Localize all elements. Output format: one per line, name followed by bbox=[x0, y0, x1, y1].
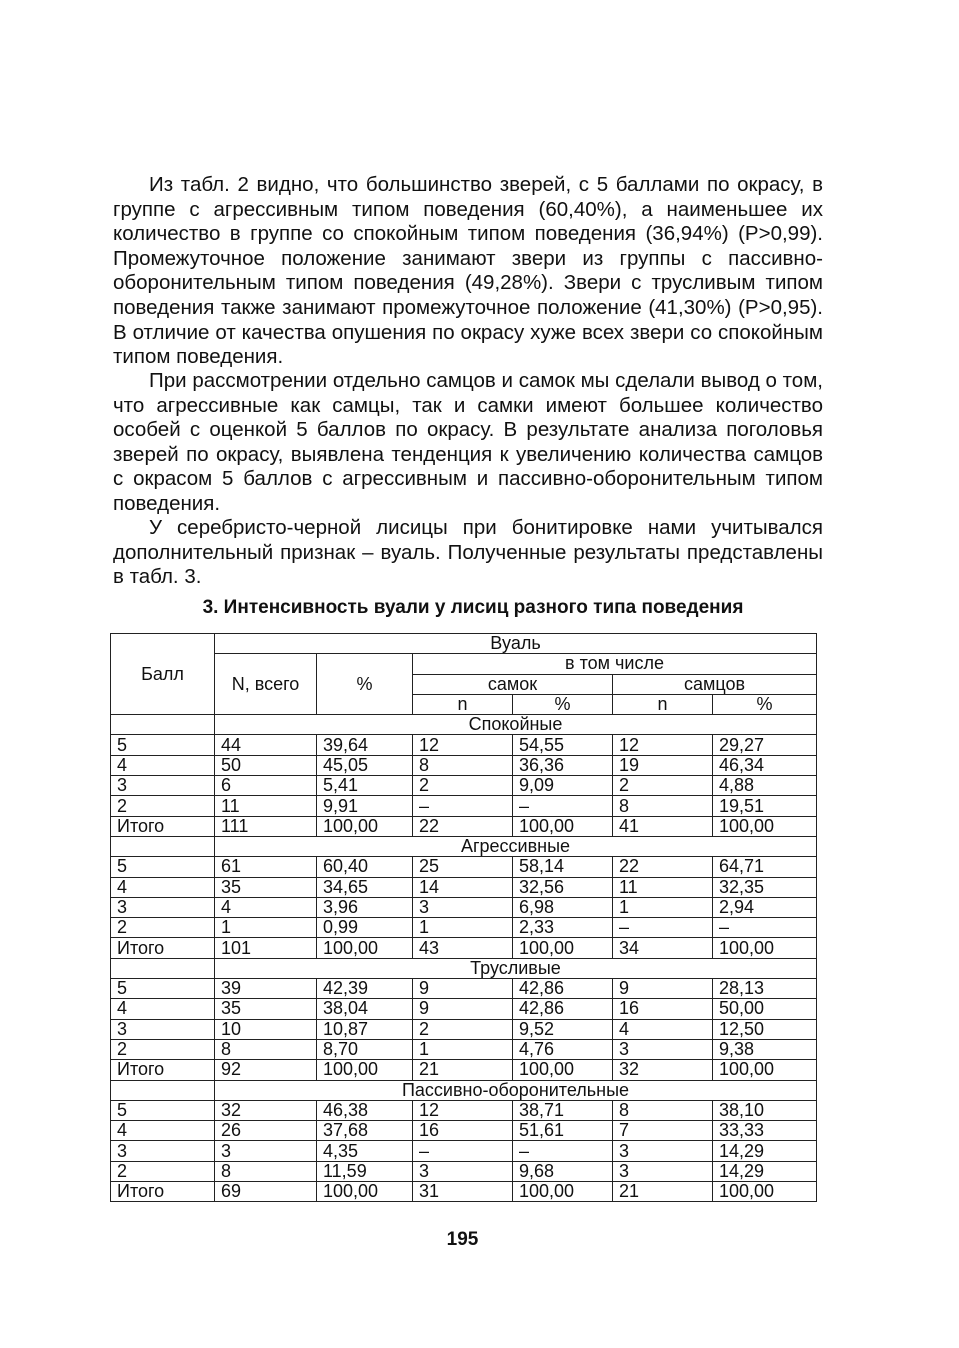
cell-males-pct: 33,33 bbox=[713, 1121, 817, 1141]
cell-females-n: 21 bbox=[413, 1060, 513, 1080]
cell-females-n: 12 bbox=[413, 735, 513, 755]
cell-males-pct: 50,00 bbox=[713, 999, 817, 1019]
cell-males-n: 22 bbox=[613, 857, 713, 877]
cell-females-n: 2 bbox=[413, 1019, 513, 1039]
cell-males-pct: 100,00 bbox=[713, 1060, 817, 1080]
group-header-blank-cell bbox=[111, 836, 215, 856]
cell-ball: 3 bbox=[111, 776, 215, 796]
table-row bbox=[111, 938, 817, 958]
cell-males-pct: 2,94 bbox=[713, 897, 817, 917]
cell-n-total: 6 bbox=[215, 776, 317, 796]
cell-males-pct: 14,29 bbox=[713, 1161, 817, 1181]
cell-males-pct: 100,00 bbox=[713, 816, 817, 836]
cell-n-total: 111 bbox=[215, 816, 317, 836]
cell-ball: Итого bbox=[111, 1060, 215, 1080]
cell-females-pct: 9,52 bbox=[513, 1019, 613, 1039]
table-title: 3. Интенсивность вуали у лисиц разного типа поведения bbox=[202, 597, 744, 618]
veil-intensity-table bbox=[110, 633, 817, 1202]
cell-females-pct: 6,98 bbox=[513, 897, 613, 917]
table-row bbox=[111, 1161, 817, 1181]
cell-ball: 5 bbox=[111, 979, 215, 999]
group-header-row bbox=[111, 958, 817, 978]
cell-females-pct: – bbox=[513, 796, 613, 816]
cell-ball: 5 bbox=[111, 735, 215, 755]
cell-percent: 38,04 bbox=[317, 999, 413, 1019]
cell-males-n: 11 bbox=[613, 877, 713, 897]
header-ball: Балл bbox=[111, 634, 215, 715]
cell-n-total: 8 bbox=[215, 1039, 317, 1059]
cell-females-pct: 2,33 bbox=[513, 918, 613, 938]
cell-n-total: 3 bbox=[215, 1141, 317, 1161]
cell-males-n: 19 bbox=[613, 755, 713, 775]
paragraph-1-text: Из табл. 2 видно, что большинство зверей, с 5 баллами по окрасу, в группе с агрессивным типом поведения (60,40%), а наименьшее их количество в группе со спокойным типом поведения (36,94%) (P>0,99). Промежуточное положение занимают звери из группы с пассивно-оборонительным типом поведения (49,28%). Звери с трусливым типом поведения также занимают промежуточное положение (41,30%) (P>0,95). В отличие от качества опушения по окрасу хуже всех звери со спокойным типом поведения. bbox=[113, 173, 823, 369]
cell-percent: 42,39 bbox=[317, 979, 413, 999]
cell-n-total: 69 bbox=[215, 1182, 317, 1202]
table-container bbox=[110, 633, 817, 1202]
group-header-row bbox=[111, 836, 817, 856]
cell-males-pct: 28,13 bbox=[713, 979, 817, 999]
cell-males-pct: 32,35 bbox=[713, 877, 817, 897]
table-row bbox=[111, 1060, 817, 1080]
cell-females-pct: 54,55 bbox=[513, 735, 613, 755]
cell-percent: 100,00 bbox=[317, 1060, 413, 1080]
cell-females-pct: 32,56 bbox=[513, 877, 613, 897]
cell-males-n: 3 bbox=[613, 1039, 713, 1059]
header-males: самцов bbox=[613, 674, 817, 694]
table-row bbox=[111, 857, 817, 877]
table-row bbox=[111, 1141, 817, 1161]
cell-percent: 45,05 bbox=[317, 755, 413, 775]
header-vual: Вуаль bbox=[215, 634, 817, 654]
table-row bbox=[111, 1019, 817, 1039]
paragraph-1 bbox=[113, 173, 823, 370]
cell-females-n: 3 bbox=[413, 1161, 513, 1181]
cell-females-n: 25 bbox=[413, 857, 513, 877]
cell-males-n: 1 bbox=[613, 897, 713, 917]
table-row bbox=[111, 1100, 817, 1120]
cell-ball: Итого bbox=[111, 938, 215, 958]
cell-n-total: 101 bbox=[215, 938, 317, 958]
cell-percent: 4,35 bbox=[317, 1141, 413, 1161]
table-row bbox=[111, 1182, 817, 1202]
cell-females-pct: 42,86 bbox=[513, 979, 613, 999]
cell-females-pct: 38,71 bbox=[513, 1100, 613, 1120]
group-header-blank-cell bbox=[111, 958, 215, 978]
cell-ball: 5 bbox=[111, 857, 215, 877]
table-row bbox=[111, 979, 817, 999]
cell-males-n: 7 bbox=[613, 1121, 713, 1141]
cell-females-pct: 58,14 bbox=[513, 857, 613, 877]
cell-males-pct: 19,51 bbox=[713, 796, 817, 816]
paragraph-3-text: У серебристо-черной лисицы при бонитировке нами учитывался дополнительный признак – вуаль. Полученные результаты представлены в табл. 3. bbox=[113, 516, 823, 589]
cell-males-n: 4 bbox=[613, 1019, 713, 1039]
cell-females-n: 1 bbox=[413, 918, 513, 938]
cell-females-pct: 100,00 bbox=[513, 816, 613, 836]
cell-ball: 4 bbox=[111, 1121, 215, 1141]
cell-ball: 2 bbox=[111, 918, 215, 938]
cell-n-total: 61 bbox=[215, 857, 317, 877]
cell-males-n: 8 bbox=[613, 796, 713, 816]
table-row bbox=[111, 755, 817, 775]
table-row bbox=[111, 897, 817, 917]
cell-percent: 60,40 bbox=[317, 857, 413, 877]
cell-n-total: 26 bbox=[215, 1121, 317, 1141]
header-n-total: N, всего bbox=[215, 654, 317, 715]
cell-n-total: 1 bbox=[215, 918, 317, 938]
cell-percent: 39,64 bbox=[317, 735, 413, 755]
cell-males-n: 8 bbox=[613, 1100, 713, 1120]
cell-females-n: – bbox=[413, 796, 513, 816]
cell-n-total: 39 bbox=[215, 979, 317, 999]
cell-n-total: 32 bbox=[215, 1100, 317, 1120]
cell-females-pct: 100,00 bbox=[513, 1182, 613, 1202]
group-header-blank-cell bbox=[111, 715, 215, 735]
cell-females-n: – bbox=[413, 1141, 513, 1161]
cell-males-pct: 9,38 bbox=[713, 1039, 817, 1059]
cell-percent: 0,99 bbox=[317, 918, 413, 938]
table-row bbox=[111, 796, 817, 816]
table-body bbox=[111, 715, 817, 1202]
cell-ball: 5 bbox=[111, 1100, 215, 1120]
table-row bbox=[111, 1039, 817, 1059]
cell-ball: 3 bbox=[111, 1019, 215, 1039]
cell-percent: 8,70 bbox=[317, 1039, 413, 1059]
cell-males-n: 34 bbox=[613, 938, 713, 958]
cell-females-pct: – bbox=[513, 1141, 613, 1161]
paragraph-2-text: При рассмотрении отдельно самцов и самок мы сделали вывод о том, что агрессивные как самцы, так и самки имеют большее количество особей с оценкой 5 баллов по окрасу. В результате анализа поголовья зверей по окрасу, выявлена тенденция к увеличению количества самцов с окрасом 5 баллов с агрессивным и пассивно-оборонительным типом поведения. bbox=[113, 369, 823, 515]
table-row bbox=[111, 1121, 817, 1141]
cell-females-n: 9 bbox=[413, 999, 513, 1019]
cell-ball: 4 bbox=[111, 755, 215, 775]
cell-percent: 34,65 bbox=[317, 877, 413, 897]
cell-males-n: 21 bbox=[613, 1182, 713, 1202]
cell-males-pct: 29,27 bbox=[713, 735, 817, 755]
cell-males-n: 3 bbox=[613, 1141, 713, 1161]
cell-n-total: 10 bbox=[215, 1019, 317, 1039]
table-row bbox=[111, 816, 817, 836]
cell-percent: 46,38 bbox=[317, 1100, 413, 1120]
cell-ball: 2 bbox=[111, 1161, 215, 1181]
cell-females-pct: 51,61 bbox=[513, 1121, 613, 1141]
cell-males-n: 32 bbox=[613, 1060, 713, 1080]
cell-males-pct: – bbox=[713, 918, 817, 938]
group-name: Агрессивные bbox=[215, 836, 817, 856]
cell-percent: 100,00 bbox=[317, 1182, 413, 1202]
cell-females-n: 14 bbox=[413, 877, 513, 897]
cell-males-pct: 64,71 bbox=[713, 857, 817, 877]
cell-females-n: 8 bbox=[413, 755, 513, 775]
cell-females-n: 12 bbox=[413, 1100, 513, 1120]
cell-females-pct: 42,86 bbox=[513, 999, 613, 1019]
cell-ball: 2 bbox=[111, 1039, 215, 1059]
cell-males-pct: 4,88 bbox=[713, 776, 817, 796]
cell-males-pct: 12,50 bbox=[713, 1019, 817, 1039]
cell-percent: 5,41 bbox=[317, 776, 413, 796]
cell-n-total: 8 bbox=[215, 1161, 317, 1181]
cell-females-n: 2 bbox=[413, 776, 513, 796]
group-name: Пассивно-оборонительные bbox=[215, 1080, 817, 1100]
group-name: Трусливые bbox=[215, 958, 817, 978]
cell-males-pct: 14,29 bbox=[713, 1141, 817, 1161]
cell-ball: Итого bbox=[111, 816, 215, 836]
cell-n-total: 11 bbox=[215, 796, 317, 816]
cell-percent: 10,87 bbox=[317, 1019, 413, 1039]
group-name: Спокойные bbox=[215, 715, 817, 735]
paragraph-3 bbox=[113, 516, 823, 590]
cell-females-n: 22 bbox=[413, 816, 513, 836]
cell-percent: 3,96 bbox=[317, 897, 413, 917]
table-row bbox=[111, 776, 817, 796]
header-males-pct: % bbox=[713, 694, 817, 714]
cell-ball: 3 bbox=[111, 1141, 215, 1161]
cell-males-pct: 100,00 bbox=[713, 938, 817, 958]
cell-males-n: 2 bbox=[613, 776, 713, 796]
group-header-row bbox=[111, 715, 817, 735]
cell-ball: 4 bbox=[111, 877, 215, 897]
cell-males-pct: 46,34 bbox=[713, 755, 817, 775]
header-including: в том числе bbox=[413, 654, 817, 674]
page-number: 195 bbox=[446, 1229, 479, 1250]
cell-ball: 4 bbox=[111, 999, 215, 1019]
cell-n-total: 4 bbox=[215, 897, 317, 917]
cell-females-pct: 36,36 bbox=[513, 755, 613, 775]
cell-percent: 37,68 bbox=[317, 1121, 413, 1141]
cell-females-n: 3 bbox=[413, 897, 513, 917]
header-percent: % bbox=[317, 654, 413, 715]
cell-females-n: 43 bbox=[413, 938, 513, 958]
cell-females-n: 16 bbox=[413, 1121, 513, 1141]
table-row bbox=[111, 918, 817, 938]
cell-n-total: 50 bbox=[215, 755, 317, 775]
cell-n-total: 92 bbox=[215, 1060, 317, 1080]
cell-n-total: 35 bbox=[215, 999, 317, 1019]
cell-females-n: 31 bbox=[413, 1182, 513, 1202]
cell-females-n: 1 bbox=[413, 1039, 513, 1059]
table-row bbox=[111, 877, 817, 897]
table-row bbox=[111, 999, 817, 1019]
cell-ball: Итого bbox=[111, 1182, 215, 1202]
cell-males-n: 9 bbox=[613, 979, 713, 999]
header-females-pct: % bbox=[513, 694, 613, 714]
header-males-n: n bbox=[613, 694, 713, 714]
cell-percent: 11,59 bbox=[317, 1161, 413, 1181]
header-females-n: n bbox=[413, 694, 513, 714]
cell-ball: 3 bbox=[111, 897, 215, 917]
cell-females-pct: 4,76 bbox=[513, 1039, 613, 1059]
cell-females-pct: 9,68 bbox=[513, 1161, 613, 1181]
cell-males-n: 41 bbox=[613, 816, 713, 836]
table-row bbox=[111, 735, 817, 755]
header-females: самок bbox=[413, 674, 613, 694]
cell-percent: 100,00 bbox=[317, 938, 413, 958]
cell-males-n: – bbox=[613, 918, 713, 938]
cell-males-n: 12 bbox=[613, 735, 713, 755]
cell-males-n: 3 bbox=[613, 1161, 713, 1181]
cell-females-pct: 100,00 bbox=[513, 938, 613, 958]
cell-females-pct: 9,09 bbox=[513, 776, 613, 796]
cell-males-n: 16 bbox=[613, 999, 713, 1019]
cell-percent: 9,91 bbox=[317, 796, 413, 816]
cell-males-pct: 100,00 bbox=[713, 1182, 817, 1202]
cell-females-pct: 100,00 bbox=[513, 1060, 613, 1080]
cell-males-pct: 38,10 bbox=[713, 1100, 817, 1120]
paragraph-2 bbox=[113, 369, 823, 517]
group-header-row bbox=[111, 1080, 817, 1100]
cell-n-total: 35 bbox=[215, 877, 317, 897]
group-header-blank-cell bbox=[111, 1080, 215, 1100]
cell-n-total: 44 bbox=[215, 735, 317, 755]
cell-ball: 2 bbox=[111, 796, 215, 816]
cell-percent: 100,00 bbox=[317, 816, 413, 836]
cell-females-n: 9 bbox=[413, 979, 513, 999]
